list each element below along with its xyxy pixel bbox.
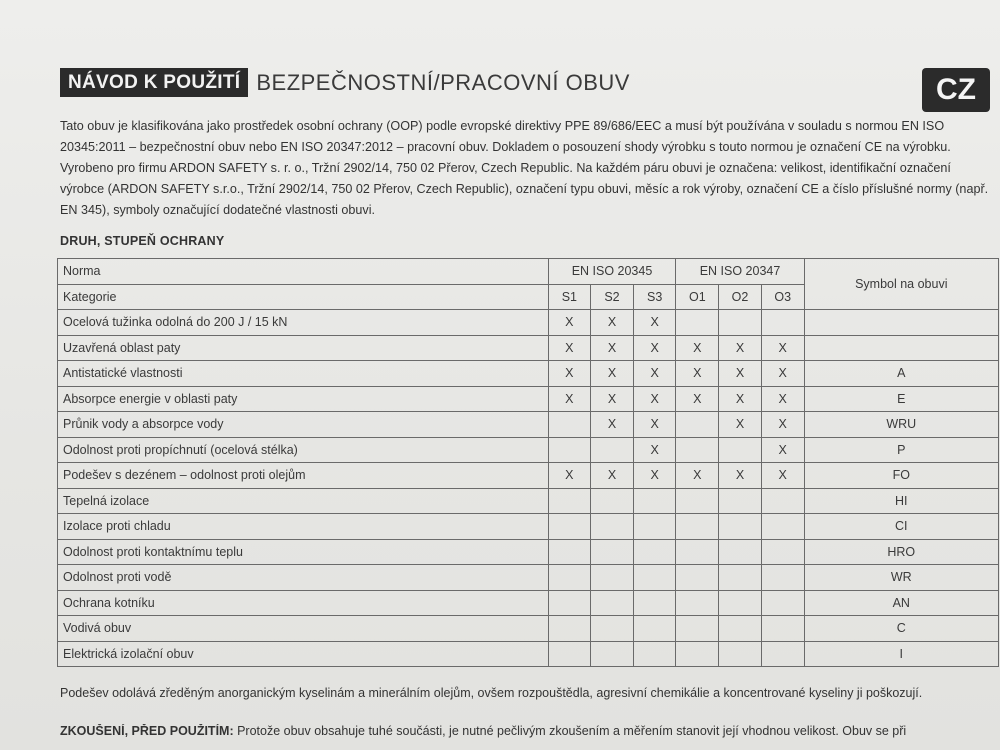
mark-cell <box>719 539 762 565</box>
mark-cell: X <box>761 386 804 412</box>
mark-cell: X <box>548 310 591 336</box>
symbol-cell: CI <box>804 514 998 540</box>
category-cell: O3 <box>761 284 804 310</box>
table-row <box>58 539 999 565</box>
mark-cell <box>591 565 634 591</box>
property-label: Průnik vody a absorpce vody <box>58 412 549 438</box>
mark-cell <box>761 514 804 540</box>
table-row <box>58 565 999 591</box>
mark-cell <box>591 437 634 463</box>
section-tag: NÁVOD K POUŽITÍ <box>60 68 248 97</box>
symbol-cell: AN <box>804 590 998 616</box>
symbol-cell: HRO <box>804 539 998 565</box>
mark-cell <box>633 616 676 642</box>
mark-cell <box>591 539 634 565</box>
table-row <box>58 641 999 667</box>
table-row <box>58 463 999 489</box>
mark-cell <box>676 590 719 616</box>
table-row <box>58 488 999 514</box>
table-row <box>58 386 999 412</box>
category-cell: S2 <box>591 284 634 310</box>
mark-cell: X <box>548 386 591 412</box>
mark-cell: X <box>591 335 634 361</box>
mark-cell: X <box>719 361 762 387</box>
mark-cell <box>676 514 719 540</box>
property-label: Antistatické vlastnosti <box>58 361 549 387</box>
mark-cell <box>548 488 591 514</box>
language-badge: CZ <box>922 68 990 112</box>
symbol-cell: WR <box>804 565 998 591</box>
mark-cell: X <box>676 335 719 361</box>
mark-cell <box>633 590 676 616</box>
property-label: Elektrická izolační obuv <box>58 641 549 667</box>
mark-cell <box>761 590 804 616</box>
mark-cell <box>633 641 676 667</box>
mark-cell <box>548 514 591 540</box>
mark-cell <box>676 616 719 642</box>
mark-cell: X <box>633 412 676 438</box>
property-label: Vodivá obuv <box>58 616 549 642</box>
mark-cell <box>676 565 719 591</box>
property-label: Odolnost proti kontaktnímu teplu <box>58 539 549 565</box>
testing-text: Protože obuv obsahuje tuhé součásti, je nutné pečlivým zkoušením a měřením stanovit její vhodnou velikost. Obuv se při <box>233 724 907 738</box>
mark-cell <box>719 310 762 336</box>
mark-cell <box>761 616 804 642</box>
mark-cell: X <box>676 361 719 387</box>
section-heading: DRUH, STUPEŇ OCHRANY <box>60 234 225 248</box>
property-label: Izolace proti chladu <box>58 514 549 540</box>
mark-cell <box>548 565 591 591</box>
mark-cell: X <box>548 463 591 489</box>
mark-cell <box>548 412 591 438</box>
mark-cell: X <box>591 412 634 438</box>
mark-cell <box>676 488 719 514</box>
mark-cell: X <box>633 437 676 463</box>
mark-cell <box>719 514 762 540</box>
mark-cell <box>548 616 591 642</box>
mark-cell <box>719 590 762 616</box>
mark-cell: X <box>719 335 762 361</box>
mark-cell <box>676 412 719 438</box>
page-title: BEZPEČNOSTNÍ/PRACOVNÍ OBUV <box>256 69 630 95</box>
mark-cell: X <box>676 463 719 489</box>
mark-cell: X <box>761 335 804 361</box>
mark-cell: X <box>761 361 804 387</box>
mark-cell: X <box>633 386 676 412</box>
table-row <box>58 616 999 642</box>
mark-cell: X <box>719 463 762 489</box>
symbol-cell: A <box>804 361 998 387</box>
mark-cell <box>676 437 719 463</box>
mark-cell: X <box>633 335 676 361</box>
standard-en-iso-20345: EN ISO 20345 <box>548 259 676 285</box>
mark-cell <box>548 539 591 565</box>
table-row <box>58 361 999 387</box>
table-row <box>58 590 999 616</box>
category-cell: O2 <box>719 284 762 310</box>
mark-cell: X <box>591 310 634 336</box>
mark-cell <box>548 641 591 667</box>
table-header-row <box>58 259 999 285</box>
norma-label: Norma <box>58 259 549 285</box>
table-row <box>58 310 999 336</box>
footer-paragraph: Podešev odolává zředěným anorganickým kyselinám a minerálním olejům, ovšem rozpouštědla, agresivní chemikálie a koncentrované kyseliny ji poškozují. <box>60 686 923 700</box>
property-label: Ocelová tužinka odolná do 200 J / 15 kN <box>58 310 549 336</box>
symbol-cell: WRU <box>804 412 998 438</box>
symbol-cell: HI <box>804 488 998 514</box>
mark-cell: X <box>591 463 634 489</box>
mark-cell <box>761 565 804 591</box>
mark-cell <box>676 310 719 336</box>
mark-cell: X <box>633 463 676 489</box>
mark-cell: X <box>676 386 719 412</box>
mark-cell: X <box>719 412 762 438</box>
mark-cell <box>676 641 719 667</box>
mark-cell <box>591 514 634 540</box>
category-cell: S1 <box>548 284 591 310</box>
property-label: Uzavřená oblast paty <box>58 335 549 361</box>
page-header <box>60 68 630 97</box>
mark-cell <box>591 616 634 642</box>
symbol-cell: FO <box>804 463 998 489</box>
property-label: Odolnost proti propíchnutí (ocelová stélka) <box>58 437 549 463</box>
table-row <box>58 514 999 540</box>
mark-cell <box>548 437 591 463</box>
mark-cell <box>719 565 762 591</box>
kategorie-label: Kategorie <box>58 284 549 310</box>
property-label: Ochrana kotníku <box>58 590 549 616</box>
table-row <box>58 412 999 438</box>
mark-cell <box>591 641 634 667</box>
mark-cell <box>633 539 676 565</box>
mark-cell <box>633 565 676 591</box>
mark-cell <box>591 488 634 514</box>
mark-cell: X <box>761 463 804 489</box>
mark-cell: X <box>761 412 804 438</box>
mark-cell <box>719 641 762 667</box>
intro-paragraph: Tato obuv je klasifikována jako prostředek osobní ochrany (OOP) podle evropské direktivy PPE 89/686/EEC a musí být používána v souladu s normou EN ISO 20345:2011 – bezpečnostní obuv nebo EN ISO 20347:2012 – pracovní obuv. Dokladem o posouzení shody výrobku s touto normou je označení CE na výrobku. Vyrobeno pro firmu ARDON SAFETY s. r. o., Tržní 2902/14, 750 02 Přerov, Czech Republic. Na každém páru obuvi je označena: velikost, identifikační označení výrobce (ARDON SAFETY s.r.o., Tržní 2902/14, 750 02 Přerov, Czech Republic), označení typu obuvi, měsíc a rok výroby, označení CE a číslo příslušné normy (např. EN 345), symboly označující dodatečné vlastnosti obuvi. <box>60 119 989 217</box>
property-label: Odolnost proti vodě <box>58 565 549 591</box>
property-label: Podešev s dezénem – odolnost proti olejům <box>58 463 549 489</box>
mark-cell: X <box>548 361 591 387</box>
symbol-cell: C <box>804 616 998 642</box>
mark-cell <box>676 539 719 565</box>
mark-cell: X <box>591 386 634 412</box>
mark-cell <box>761 539 804 565</box>
mark-cell <box>719 488 762 514</box>
symbol-header: Symbol na obuvi <box>804 259 998 310</box>
mark-cell <box>633 488 676 514</box>
protection-table <box>57 258 999 667</box>
mark-cell <box>719 437 762 463</box>
property-label: Tepelná izolace <box>58 488 549 514</box>
mark-cell: X <box>591 361 634 387</box>
property-label: Absorpce energie v oblasti paty <box>58 386 549 412</box>
testing-paragraph <box>60 724 1000 738</box>
mark-cell: X <box>761 437 804 463</box>
mark-cell <box>761 310 804 336</box>
mark-cell: X <box>548 335 591 361</box>
symbol-cell: I <box>804 641 998 667</box>
table-row <box>58 437 999 463</box>
mark-cell <box>633 514 676 540</box>
category-cell: S3 <box>633 284 676 310</box>
standard-en-iso-20347: EN ISO 20347 <box>676 259 804 285</box>
symbol-cell: E <box>804 386 998 412</box>
symbol-cell: P <box>804 437 998 463</box>
mark-cell <box>761 488 804 514</box>
mark-cell <box>591 590 634 616</box>
testing-label: ZKOUŠENÍ, PŘED POUŽITÍM: <box>60 724 234 738</box>
symbol-cell <box>804 310 998 336</box>
mark-cell: X <box>719 386 762 412</box>
mark-cell: X <box>633 310 676 336</box>
table-row <box>58 335 999 361</box>
symbol-cell <box>804 335 998 361</box>
mark-cell <box>761 641 804 667</box>
mark-cell <box>719 616 762 642</box>
category-cell: O1 <box>676 284 719 310</box>
mark-cell <box>548 590 591 616</box>
mark-cell: X <box>633 361 676 387</box>
